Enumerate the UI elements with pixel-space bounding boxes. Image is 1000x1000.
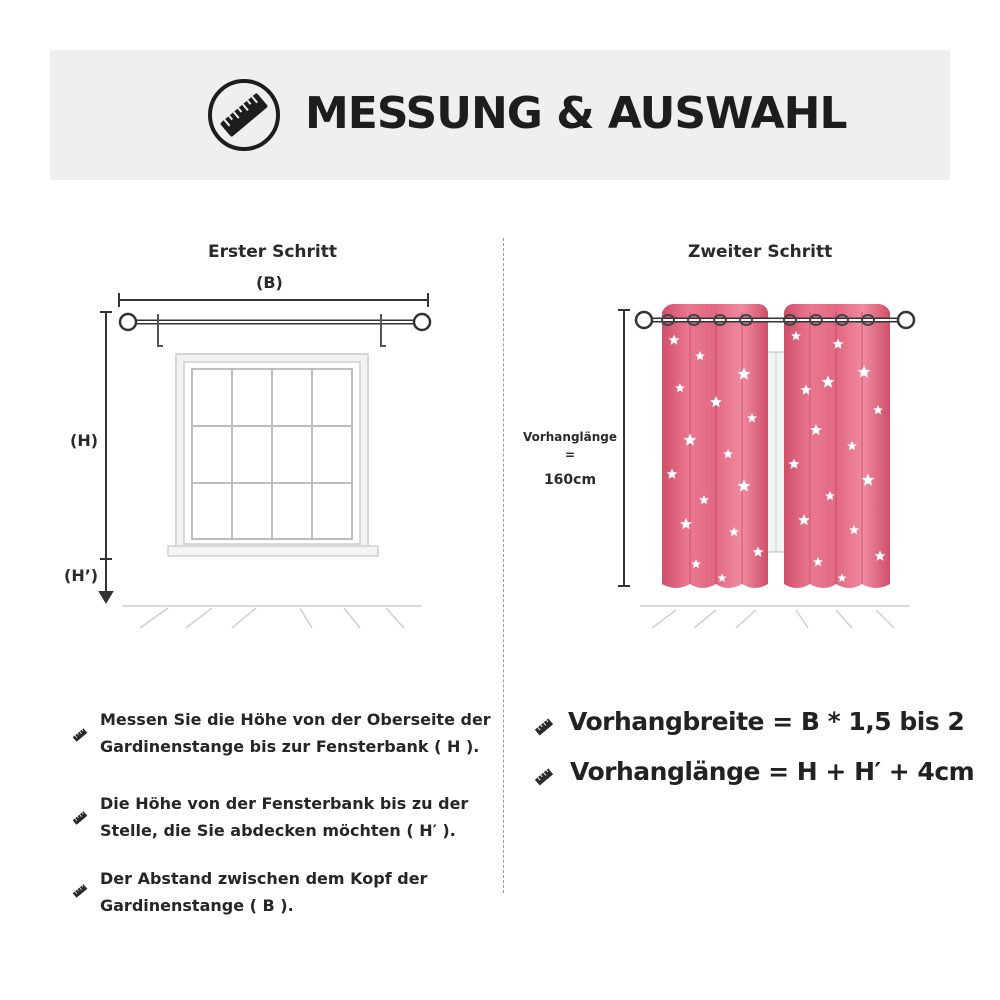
ruler-icon [72,727,88,743]
formula-length: Vorhanglänge = H + H′ + 4cm [570,757,975,786]
instruction-item: Messen Sie die Höhe von der Oberseite der Gardinenstange bis zur Fensterbank ( H ). [100,710,491,756]
left-curtain-panel [662,304,768,588]
step2-title: Zweiter Schritt [688,242,833,262]
ruler-icon [72,810,88,826]
ruler-icon [534,767,554,787]
width-label: (B) [256,273,283,292]
page-title: MESSUNG & AUSWAHL [305,88,847,139]
length-label: Vorhanglänge [522,430,618,444]
instruction-item: Die Höhe von der Fensterbank bis zu der Stelle, die Sie abdecken möchten ( H′ ). [100,794,469,840]
floor [640,606,910,628]
step1-title: Erster Schritt [208,242,337,262]
length-equals: = [564,448,576,462]
right-curtain-panel [784,304,890,588]
length-dimension-line [618,310,630,586]
length-value: 160cm [543,472,597,488]
height-label: (H) [70,431,99,450]
extra-height-label: (H’) [64,566,99,585]
instruction-item: Der Abstand zwischen dem Kopf der Gardinenstange ( B ). [100,869,428,915]
formula-width: Vorhangbreite = B * 1,5 bis 2 [568,707,965,736]
ruler-icon [72,883,88,899]
ruler-icon [534,717,554,737]
